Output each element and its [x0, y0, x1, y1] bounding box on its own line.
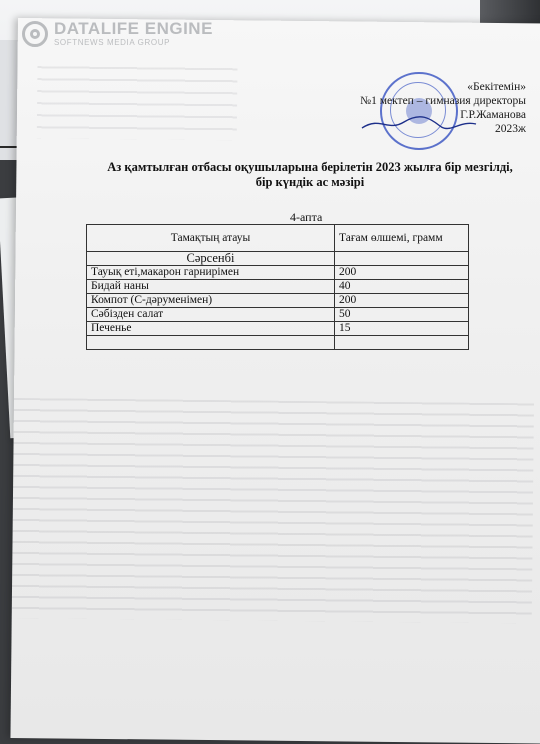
approval-year: 2023ж — [495, 123, 526, 135]
table-cell-empty — [335, 336, 469, 350]
watermark-subtitle: SOFTNEWS MEDIA GROUP — [54, 38, 171, 47]
dish-name: Компот (С-дәруменімен) — [87, 294, 335, 308]
dish-amount: 200 — [335, 294, 469, 308]
title-line-2: бір күндік ас мәзірі — [255, 175, 365, 189]
day-label: Сәрсенбі — [87, 252, 335, 266]
dish-amount: 200 — [335, 266, 469, 280]
dish-amount: 15 — [335, 322, 469, 336]
table-row — [87, 280, 469, 294]
table-header-row — [87, 225, 469, 252]
watermark-title: DATALIFE ENGINE — [54, 19, 213, 38]
menu-table — [86, 224, 469, 350]
approval-block — [336, 80, 526, 136]
title-line-1: Аз қамтылған отбасы оқушыларына берілетін 2023 жылға бір мезгілді, — [107, 160, 513, 174]
table-row — [87, 308, 469, 322]
dish-name: Сәбізден салат — [87, 308, 335, 322]
dish-amount: 50 — [335, 308, 469, 322]
dish-name: Тауық еті,макарон гарнирімен — [87, 266, 335, 280]
bleed-through-text — [37, 58, 238, 140]
approval-position: №1 мектеп – гимназия директоры — [360, 95, 526, 107]
header-portion-size: Тағам өлшемі, грамм — [335, 225, 469, 252]
dish-name: Печенье — [87, 322, 335, 336]
approval-name: Г.Р.Жаманова — [460, 109, 526, 121]
table-row — [87, 294, 469, 308]
dish-name: Бидай наны — [87, 280, 335, 294]
bleed-through-text — [12, 398, 534, 623]
watermark-logo-icon — [22, 21, 48, 47]
table-row — [87, 322, 469, 336]
watermark — [22, 20, 213, 47]
document-title — [100, 160, 520, 190]
table-row-day — [87, 252, 469, 266]
header-dish-name: Тамақтың атауы — [87, 225, 335, 252]
dish-amount: 40 — [335, 280, 469, 294]
table-row — [87, 266, 469, 280]
week-label: 4-апта — [290, 210, 323, 224]
table-cell-empty — [87, 336, 335, 350]
approval-heading: «Бекітемін» — [467, 81, 526, 93]
table-cell-empty — [335, 252, 469, 266]
table-row-empty — [87, 336, 469, 350]
